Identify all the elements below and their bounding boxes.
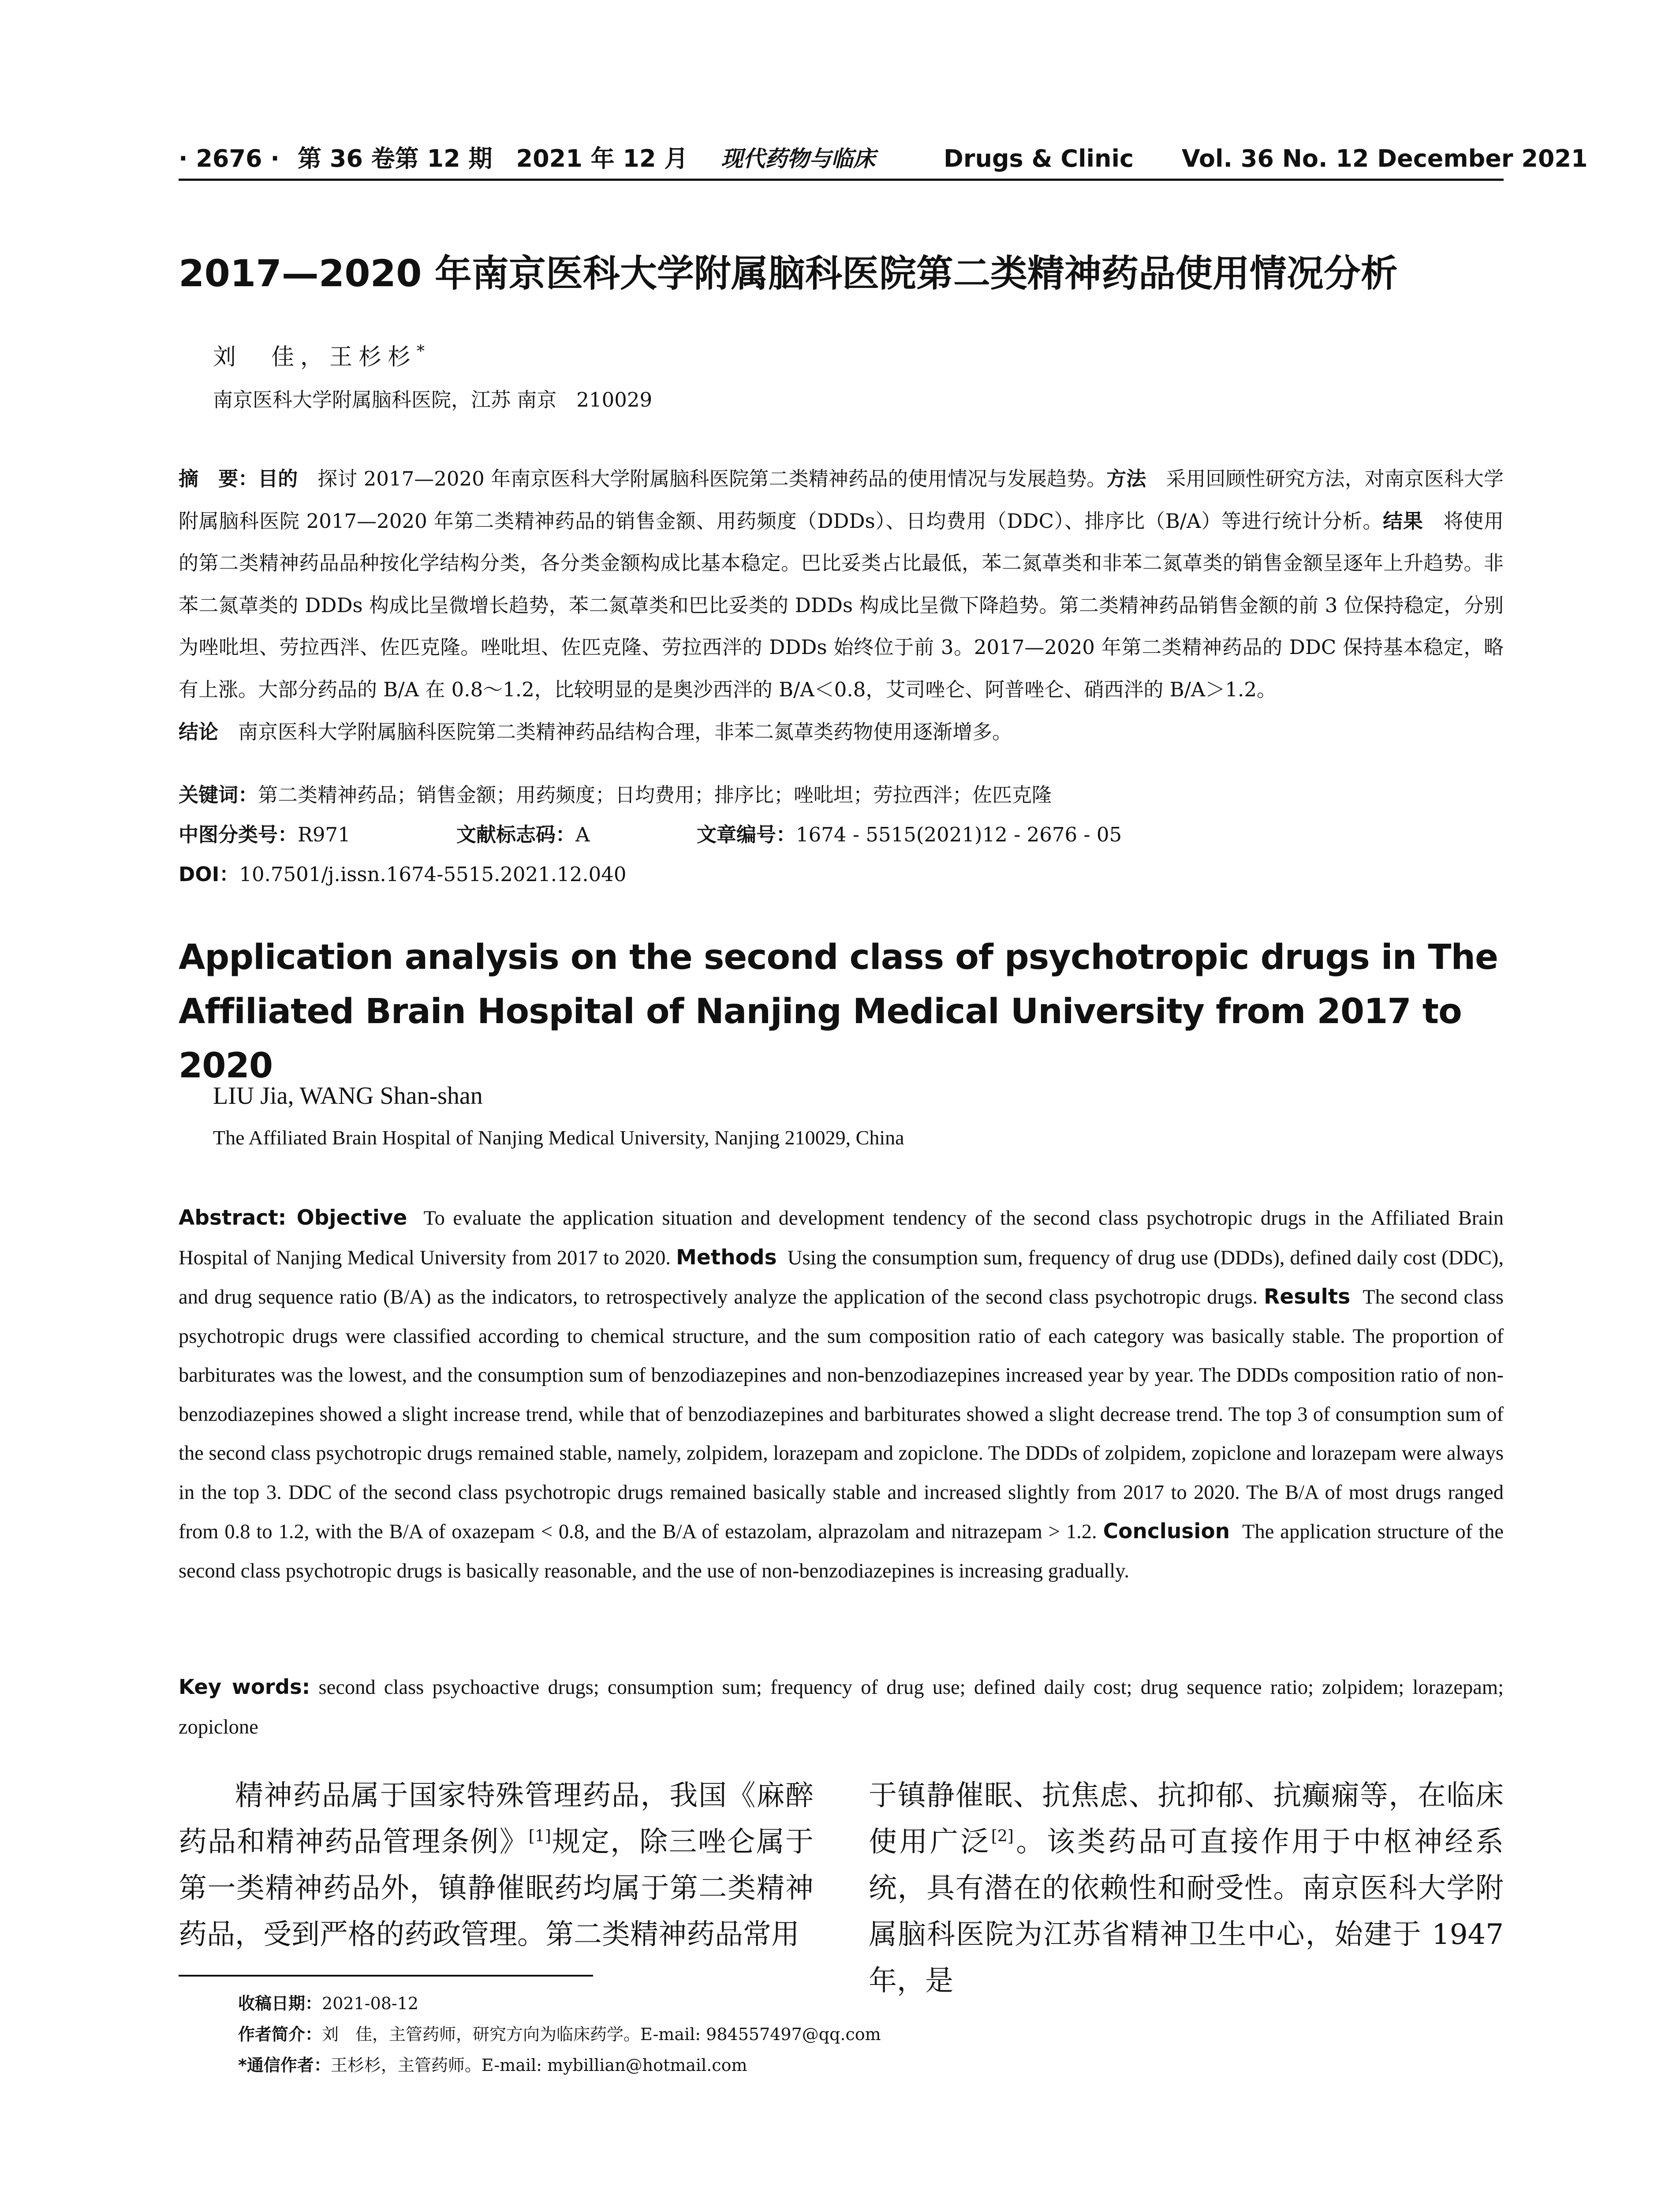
conclusion-label-en: Conclusion [1103,1519,1230,1544]
abstract-cn [179,458,1504,753]
objective-label-en: Objective [296,1206,407,1230]
journal-name-en: Drugs & Clinic [944,145,1134,172]
article-number: 文章编号：1674 - 5515(2021)12 - 2676 - 05 [697,823,1122,846]
methods-label-cn: 方法 [1106,467,1146,490]
body-column-left: 精神药品属于国家特殊管理药品，我国《麻醉药品和精神药品管理条例》[1]规定，除三唑仑属于第一类精神药品外，镇静催眠药均属于第二类精神药品，受到严格的药政管理。第二类精神药品常用 [179,1779,814,1951]
conclusion-en: The application structure of the second class psychotropic drugs is basically reasonable, and the use of non-benzodiazepines is increasing gradually. [179,1521,1504,1582]
issue-cn: 第 36 卷第 12 期 2021 年 12 月 [298,145,688,172]
results-label-cn: 结果 [1383,509,1423,533]
methods-en: Using the consumption sum, frequency of drug use (DDDs), defined daily cost (DDC), and drug sequence ratio (B/A) as the indicators, to retrospectively analyze the application of the second class psychotropic drugs. [179,1246,1504,1308]
authors-cn: 刘 佳，王杉杉* [213,342,431,370]
page-number: · 2676 · [179,145,280,172]
authors-en: LIU Jia, WANG Shan-shan [213,1082,483,1110]
issue-en: Vol. 36 No. 12 December 2021 [1182,145,1588,172]
journal-name-cn: 现代药物与临床 [721,146,875,172]
affiliation-en: The Affiliated Brain Hospital of Nanjing Medical University, Nanjing 210029, China [213,1126,904,1149]
clc-number: 中图分类号：R971 [179,823,351,846]
title-en: Application analysis on the second class of psychotropic drugs in The Affiliated Brain Hospital of Nanjing Medical University from 2017 to 2020 [179,938,1498,1086]
methods-label-en: Methods [676,1245,777,1270]
footnote-received: 收稿日期：2021-08-12 [238,1994,419,2013]
footnote-corresponding: *通信作者：王杉杉，主管药师。E-mail: mybillian@hotmail.com [238,2056,747,2075]
footnote-author: 作者简介：刘 佳，主管药师，研究方向为临床药学。E-mail: 984557497@qq.com [238,2025,881,2044]
abstract-en [179,1199,1504,1591]
methods-cn: 采用回顾性研究方法，对南京医科大学附属脑科医院 2017—2020 年第二类精神药品的销售金额、用药频度（DDDs）、日均费用（DDC）、排序比（B/A）等进行统计分析。 [179,467,1504,533]
objective-cn: 探讨 2017—2020 年南京医科大学附属脑科医院第二类精神药品的使用情况与发展趋势。 [317,467,1107,490]
header-rule [179,179,1504,181]
abstract-label-cn: 摘 要： [179,467,258,490]
conclusion-cn: 南京医科大学附属脑科医院第二类精神药品结构合理，非苯二氮䓬类药物使用逐渐增多。 [238,720,1012,744]
keywords-en: Key words: second class psychoactive drugs; consumption sum; frequency of drug use; defined daily cost; drug sequence ratio; zolpidem; lorazepam; zopiclone [179,1675,1504,1738]
body-column-right: 于镇静催眠、抗焦虑、抗抑郁、抗癫痫等，在临床使用广泛[2]。该类药品可直接作用于中枢神经系统，具有潜在的依赖性和耐受性。南京医科大学附属脑科医院为江苏省精神卫生中心，始建于 1947 年，是 [869,1779,1504,1997]
objective-en: To evaluate the application situation and development tendency of the second class psychotropic drugs in the Affiliated Brain Hospital of Nanjing Medical University from 2017 to 2020. [179,1207,1504,1269]
results-label-en: Results [1264,1285,1351,1309]
results-en: The second class psychotropic drugs were classified according to chemical structure, and the sum composition ratio of each category was basically stable. The proportion of barbiturates was the lowest, and the consumption sum of benzodiazepines and non-benzodiazepines increased year by year. The DDDs composition ratio of non-benzodiazepines showed a slight increase trend, while that of benzodiazepines and barbiturates showed a slight decrease trend. The top 3 of consumption sum of the second class psychotropic drugs remained stable, namely, zolpidem, lorazepam and zopiclone. The DDDs of zolpidem, zopiclone and lorazepam were always in the top 3. DDC of the second class psychotropic drugs remained basically stable and increased slightly from 2017 to 2020. The B/A of most drugs ranged from 0.8 to 1.2, with the B/A of oxazepam < 0.8, and the B/A of estazolam, alprazolam and nitrazepam > 1.2. [179,1286,1504,1543]
abstract-label-en: Abstract: [179,1206,297,1230]
doi: DOI：10.7501/j.issn.1674-5515.2021.12.040 [179,863,627,886]
document-code: 文献标志码：A [456,823,590,846]
citation-2: [2] [991,1827,1014,1846]
objective-label-cn: 目的 [258,467,298,490]
keywords-cn: 关键词：第二类精神药品；销售金额；用药频度；日均费用；排序比；唑吡坦；劳拉西泮；佐匹克隆 [179,783,1052,807]
affiliation-cn: 南京医科大学附属脑科医院，江苏 南京 210029 [213,388,653,411]
running-header [0,141,1680,181]
title-cn: 2017—2020 年南京医科大学附属脑科医院第二类精神药品使用情况分析 [179,252,1398,295]
footnote-rule [179,1975,593,1977]
conclusion-label-cn: 结论 [179,720,219,744]
results-cn: 将使用的第二类精神药品品种按化学结构分类，各分类金额构成比基本稳定。巴比妥类占比最低，苯二氮䓬类和非苯二氮䓬类的销售金额呈逐年上升趋势。非苯二氮䓬类的 DDDs 构成比呈微增长趋势，苯二氮䓬类和巴比妥类的 DDDs 构成比呈微下降趋势。第二类精神药品销售金额的前 3 位保持稳定，分别为唑吡坦、劳拉西泮、佐匹克隆。唑吡坦、佐匹克隆、劳拉西泮的 DDDs 始终位于前 3。2017—2020 年第二类精神药品的 DDC 保持基本稳定，略有上涨。大部分药品的 B/A 在 0.8～1.2，比较明显的是奥沙西泮的 B/A＜0.8，艾司唑仑、阿普唑仑、硝西泮的 B/A＞1.2。 [179,509,1504,701]
citation-1: [1] [528,1827,551,1846]
